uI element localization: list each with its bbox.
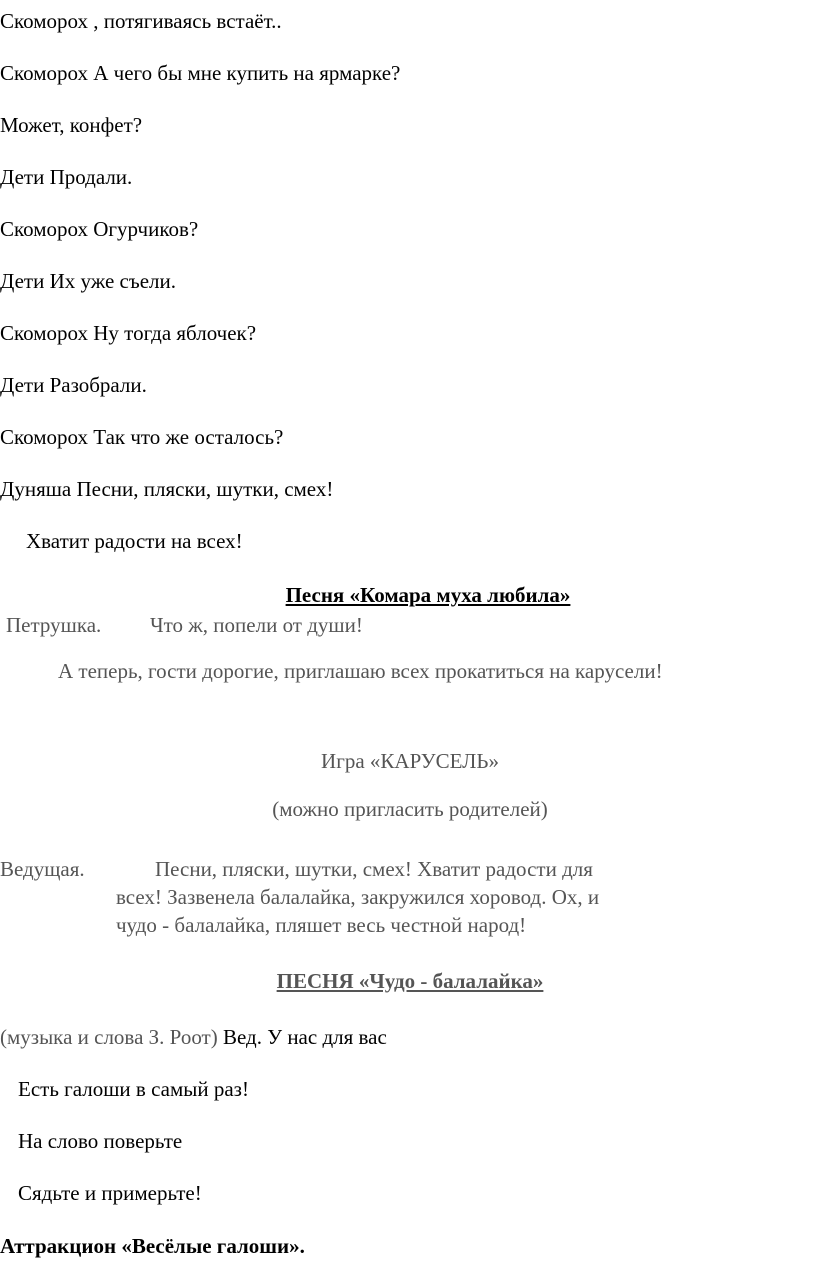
line-skomorokh-what-left: Скоморох Так что же осталось?: [0, 425, 284, 449]
game-note: (можно пригласить родителей): [272, 797, 548, 821]
host-speaker: Ведущая.: [0, 857, 85, 881]
line-skomorokh-stands: Скоморох , потягиваясь встаёт..: [0, 9, 282, 33]
song2-title: ПЕСНЯ «Чудо - балалайка»: [276, 969, 544, 993]
line-children-sold: Дети Продали.: [0, 165, 133, 189]
galoshes-line1: Есть галоши в самый раз!: [18, 1077, 249, 1101]
line-skomorokh-apples: Скоморох Ну тогда яблочек?: [0, 321, 257, 345]
line-children-eaten: Дети Их уже съели.: [0, 269, 176, 293]
line-skomorokh-what-to-buy: Скоморох А чего бы мне купить на ярмарке?: [0, 61, 401, 85]
song2-credit: (музыка и слова З. Роот): [0, 1025, 218, 1049]
song2-credit-line: [0, 1024, 387, 1050]
host-line3: чудо - балалайка, пляшет весь честной народ!: [116, 913, 527, 937]
line-dunyasha: Дуняша Песни, пляски, шутки, смех!: [0, 477, 334, 501]
host-galoshes-intro: Вед. У нас для вас: [217, 1025, 387, 1049]
petrushka-line2: А теперь, гости дорогие, приглашаю всех прокатиться на карусели!: [58, 659, 663, 683]
host-line1: Песни, пляски, шутки, смех! Хватит радости для: [155, 857, 593, 881]
line-skomorokh-cucumbers: Скоморох Огурчиков?: [0, 217, 199, 241]
game-title: Игра «КАРУСЕЛЬ»: [321, 749, 499, 773]
petrushka-speaker: Петрушка.: [6, 613, 102, 637]
line-children-taken: Дети Разобрали.: [0, 373, 147, 397]
attraction-title: Аттракцион «Весёлые галоши».: [0, 1234, 305, 1258]
line-joy-for-all: Хватит радости на всех!: [26, 529, 243, 553]
petrushka-line1: Что ж, попели от души!: [150, 613, 363, 637]
galoshes-line2: На слово поверьте: [18, 1129, 183, 1153]
host-line2: всех! Зазвенела балалайка, закружился хоровод. Ох, и: [116, 885, 600, 909]
galoshes-line3: Сядьте и примерьте!: [18, 1181, 202, 1205]
song1-title: Песня «Комара муха любила»: [285, 583, 571, 607]
line-candy: Может, конфет?: [0, 113, 143, 137]
